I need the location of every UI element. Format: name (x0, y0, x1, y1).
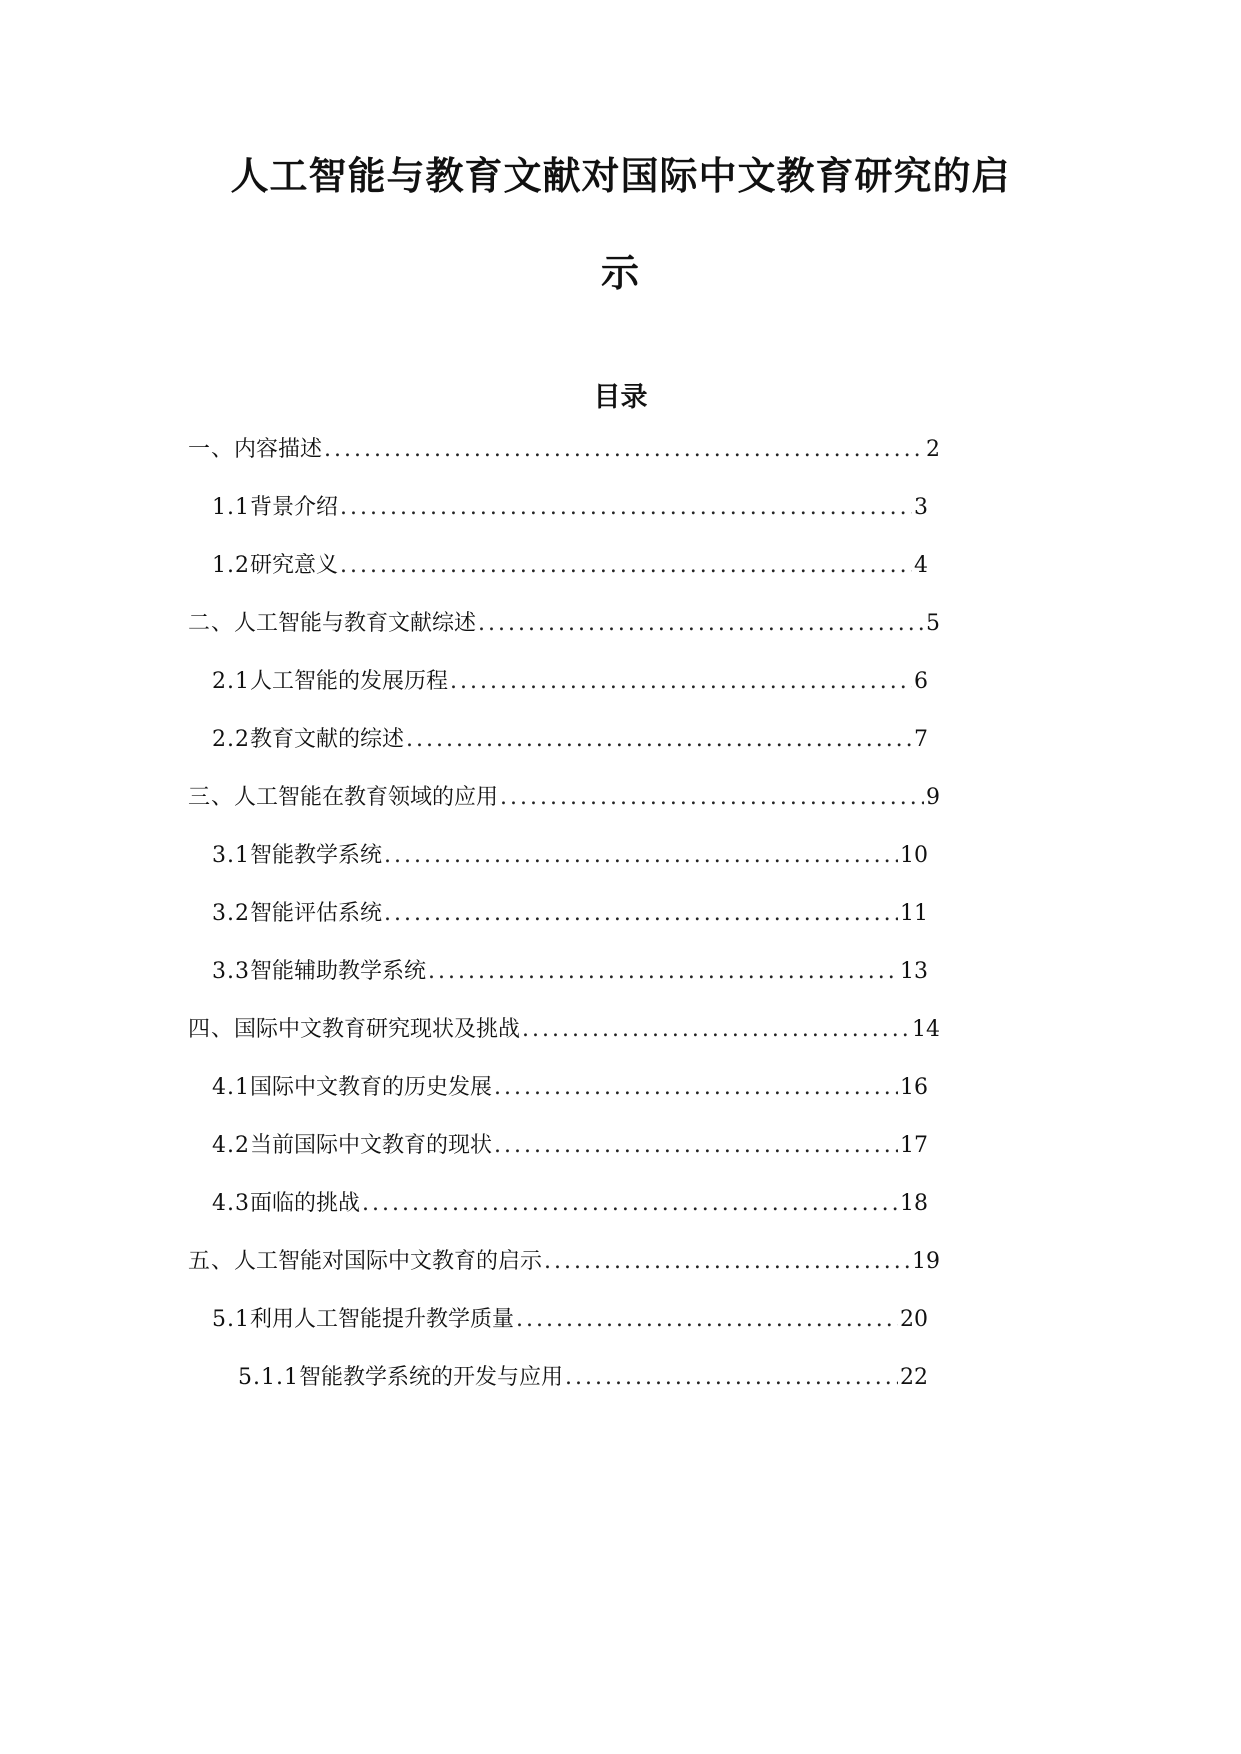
toc-entry-number: 1.1 (212, 495, 250, 520)
toc-entry-page-number: 2 (926, 437, 940, 462)
toc-entry-number: 4.1 (212, 1075, 250, 1100)
toc-leader-dots (544, 1247, 910, 1277)
toc-entry[interactable] (212, 957, 928, 987)
toc-entry-page-number: 10 (900, 843, 928, 868)
toc-entry-page-number: 20 (900, 1307, 928, 1332)
toc-entry[interactable] (212, 493, 928, 523)
toc-entry-page-number: 6 (914, 669, 928, 694)
toc-entry[interactable] (212, 841, 928, 871)
toc-entry-page-number: 9 (926, 785, 940, 810)
toc-entry-page-number: 11 (900, 901, 928, 926)
toc-entry-label: 研究意义 (250, 553, 339, 578)
toc-entry[interactable] (188, 609, 940, 639)
toc-entry-number: 4.3 (212, 1191, 250, 1216)
toc-entry-number: 3.2 (212, 901, 250, 926)
toc-entry[interactable] (212, 899, 928, 929)
toc-entry-number: 二、 (188, 611, 235, 636)
toc-entry-page-number: 19 (912, 1249, 940, 1274)
toc-entry-label: 利用人工智能提升教学质量 (250, 1307, 515, 1332)
toc-entry-label: 教育文献的综述 (250, 727, 405, 752)
toc-entry[interactable] (212, 667, 928, 697)
toc-entry[interactable] (212, 1305, 928, 1335)
toc-leader-dots (384, 899, 898, 929)
toc-entry[interactable] (212, 1189, 928, 1219)
toc-entry-page-number: 16 (900, 1075, 928, 1100)
toc-entry-page-number: 7 (914, 727, 928, 752)
toc-entry-label: 人工智能的发展历程 (250, 669, 449, 694)
toc-leader-dots (340, 551, 912, 581)
toc-entry-label: 内容描述 (234, 437, 323, 462)
toc-entry-label: 当前国际中文教育的现状 (250, 1133, 493, 1158)
toc-entry-page-number: 22 (900, 1365, 928, 1390)
toc-entry-number: 5.1 (212, 1307, 250, 1332)
toc-entry-number: 2.2 (212, 727, 250, 752)
toc-entry-number: 一、 (188, 437, 235, 462)
toc-entry[interactable] (212, 1073, 928, 1103)
document-title-line2: 示 (600, 250, 640, 295)
document-title-line1: 人工智能与教育文献对国际中文教育研究的启 (230, 153, 1011, 198)
toc-entry-label: 人工智能在教育领域的应用 (234, 785, 499, 810)
toc-heading: 目录 (593, 382, 648, 413)
toc-entry-label: 背景介绍 (250, 495, 339, 520)
toc-entry-label: 智能辅助教学系统 (250, 959, 427, 984)
toc-entry-label: 国际中文教育研究现状及挑战 (234, 1017, 521, 1042)
toc-leader-dots (565, 1363, 898, 1393)
toc-entry-number: 2.1 (212, 669, 250, 694)
toc-leader-dots (516, 1305, 898, 1335)
toc-entry-page-number: 3 (914, 495, 928, 520)
toc-entry-page-number: 5 (926, 611, 940, 636)
toc-entry-label: 面临的挑战 (250, 1191, 361, 1216)
toc-entry-label: 智能评估系统 (250, 901, 383, 926)
toc-entry-page-number: 18 (900, 1191, 928, 1216)
toc-entry-number: 3.3 (212, 959, 250, 984)
toc-entry[interactable] (212, 725, 928, 755)
toc-leader-dots (500, 783, 924, 813)
toc-leader-dots (494, 1131, 898, 1161)
toc-entry-number: 1.2 (212, 553, 250, 578)
toc-entry-page-number: 14 (912, 1017, 940, 1042)
toc-entry-label: 智能教学系统 (250, 843, 383, 868)
toc-entry-page-number: 17 (900, 1133, 928, 1158)
toc-entry[interactable] (212, 551, 928, 581)
toc-entry-number: 三、 (188, 785, 235, 810)
toc-leader-dots (478, 609, 924, 639)
toc-entry-label: 人工智能与教育文献综述 (234, 611, 477, 636)
toc-entry[interactable] (238, 1363, 928, 1393)
toc-entry-page-number: 4 (914, 553, 928, 578)
toc-leader-dots (362, 1189, 898, 1219)
toc-entry[interactable] (212, 1131, 928, 1161)
toc-entry[interactable] (188, 435, 940, 465)
toc-entry-number: 5.1.1 (238, 1365, 299, 1390)
toc-entry-number: 3.1 (212, 843, 250, 868)
toc-entry-label: 智能教学系统的开发与应用 (298, 1365, 563, 1390)
toc-entry[interactable] (188, 783, 940, 813)
toc-entry[interactable] (188, 1247, 940, 1277)
toc-entry-number: 4.2 (212, 1133, 250, 1158)
toc-leader-dots (406, 725, 912, 755)
toc-entry-page-number: 13 (900, 959, 928, 984)
toc-entry-label: 国际中文教育的历史发展 (250, 1075, 493, 1100)
toc-leader-dots (384, 841, 898, 871)
toc-entry-number: 五、 (188, 1249, 235, 1274)
toc-leader-dots (450, 667, 912, 697)
toc-leader-dots (428, 957, 898, 987)
toc-leader-dots (522, 1015, 910, 1045)
toc-leader-dots (340, 493, 912, 523)
toc-entry[interactable] (188, 1015, 940, 1045)
toc-entry-number: 四、 (188, 1017, 235, 1042)
toc-leader-dots (324, 435, 924, 465)
toc-leader-dots (494, 1073, 898, 1103)
toc-entry-label: 人工智能对国际中文教育的启示 (234, 1249, 543, 1274)
